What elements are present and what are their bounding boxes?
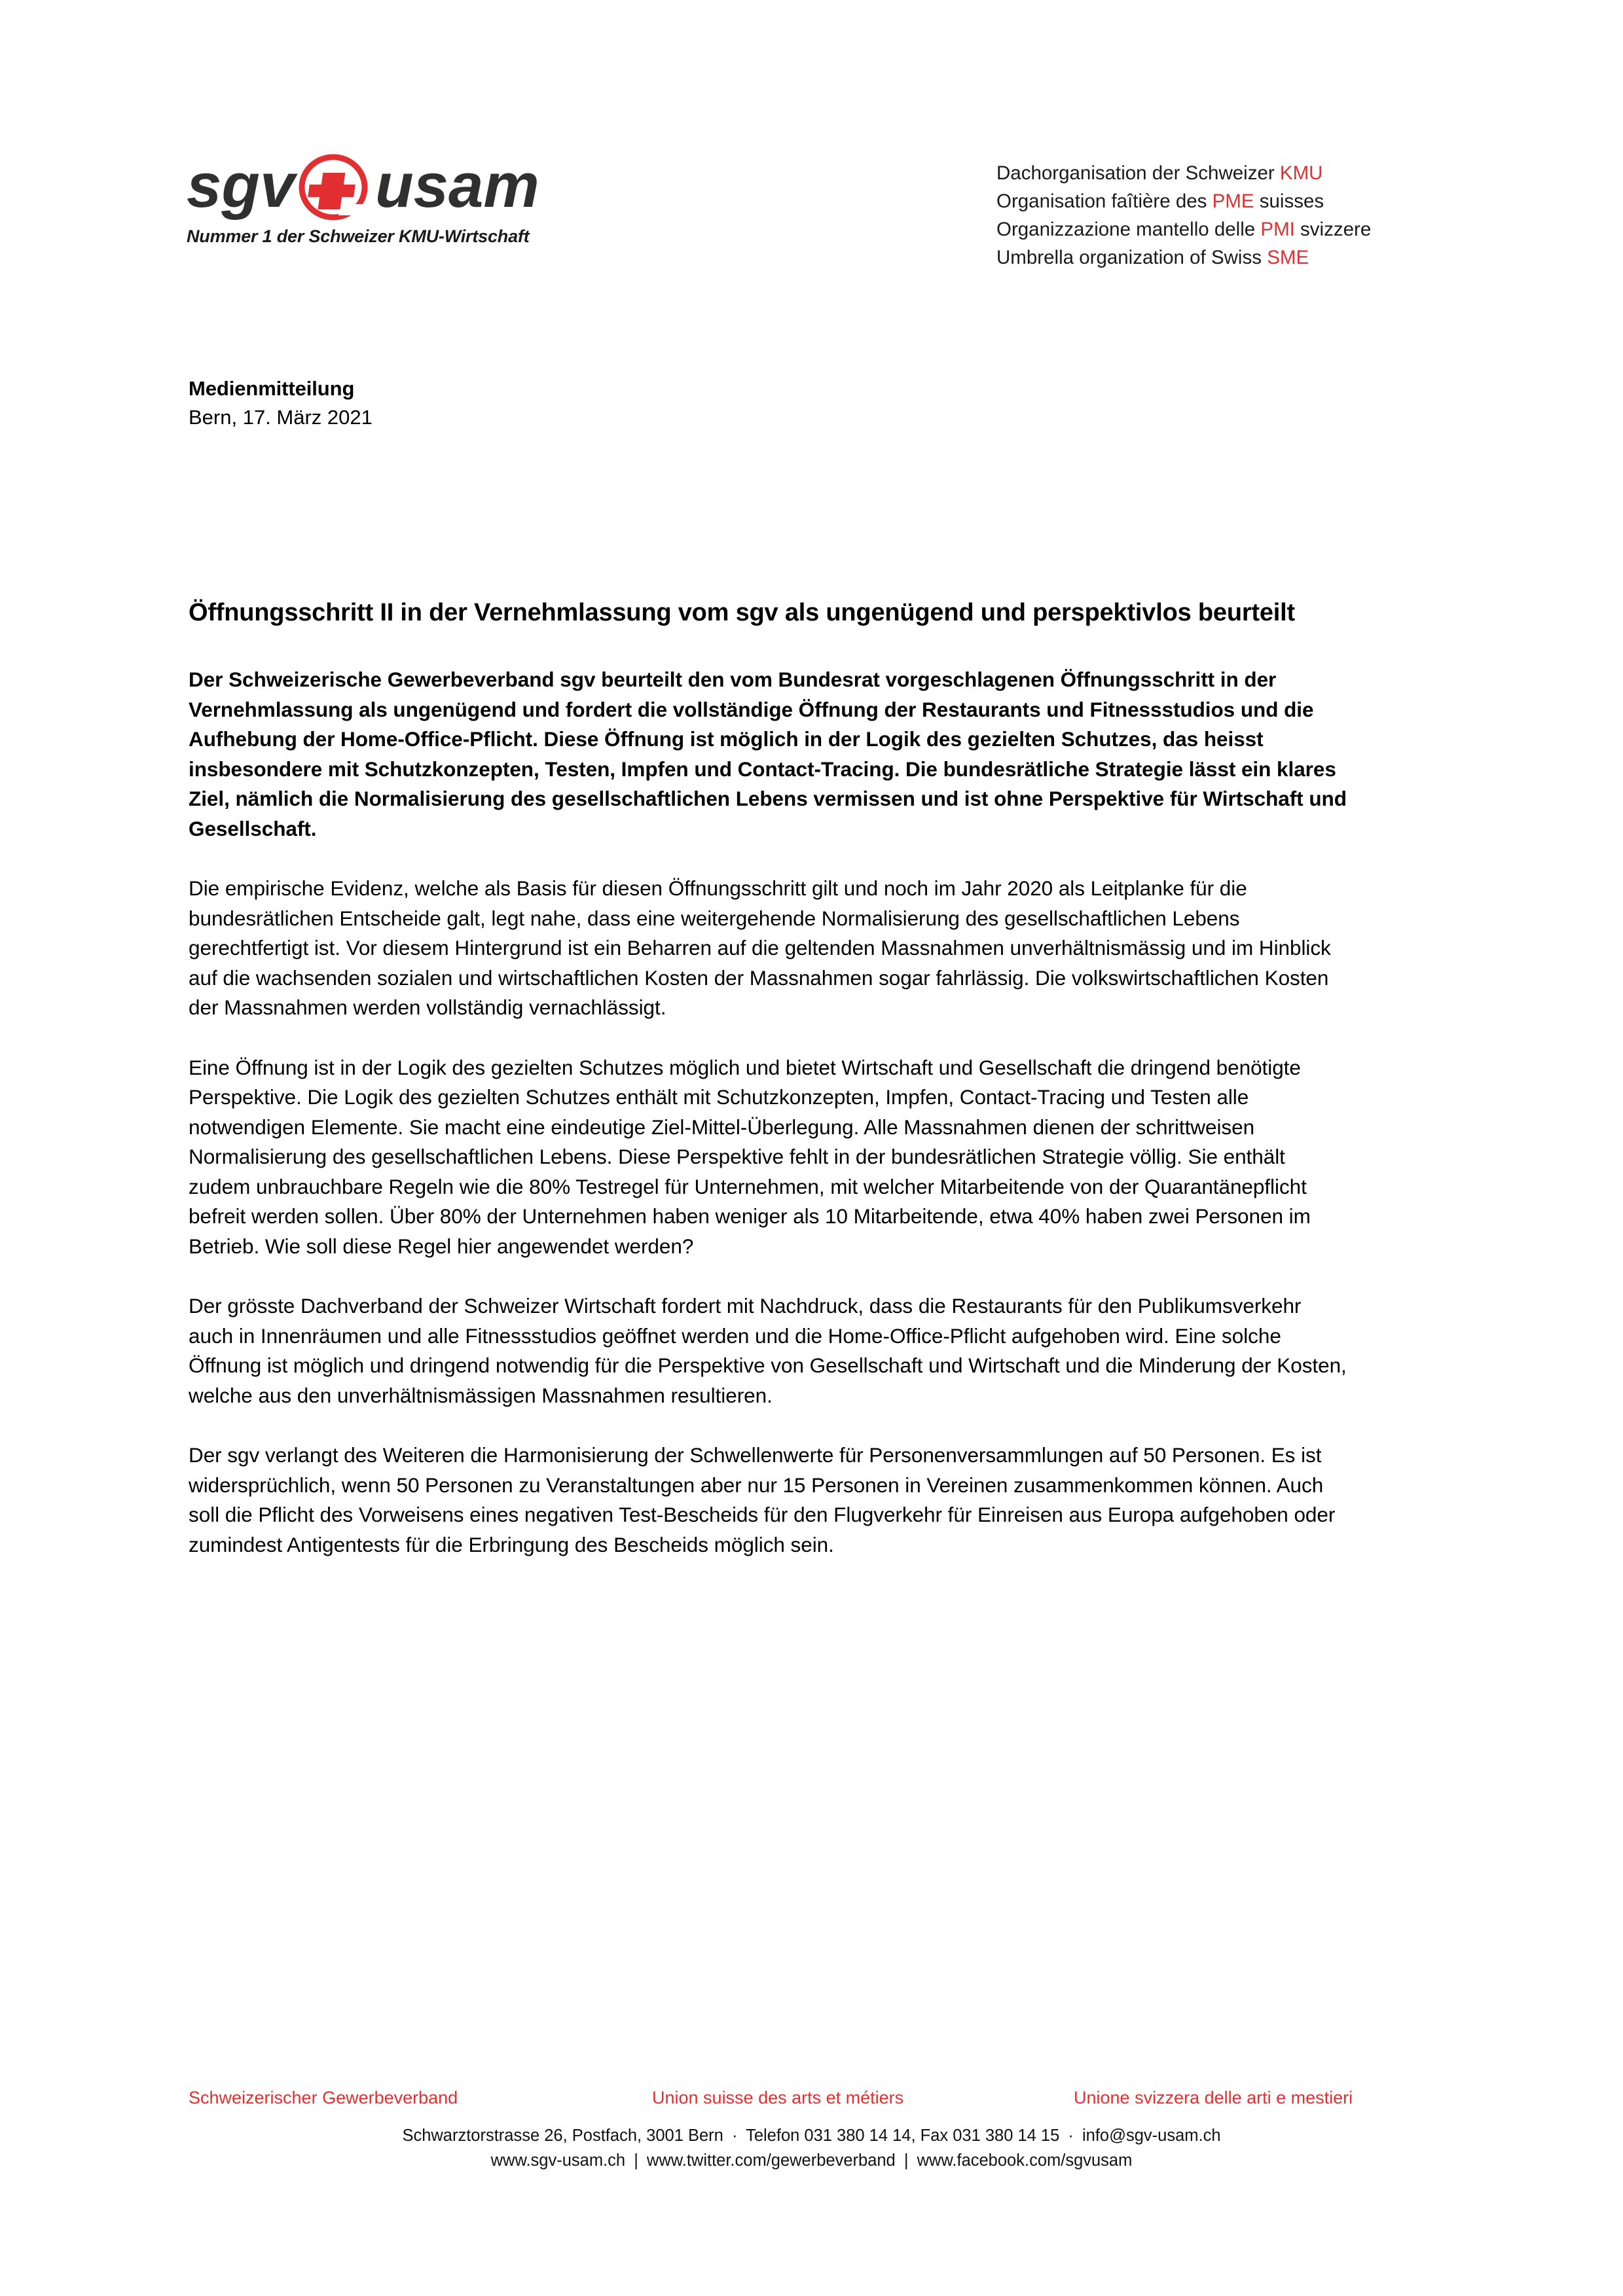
footer-website[interactable]: www.sgv-usam.ch — [490, 2151, 626, 2170]
lang-it-suffix: svizzere — [1294, 219, 1372, 240]
logo-tagline: Nummer 1 der Schweizer KMU-Wirtschaft — [187, 226, 530, 246]
logo-wordmark — [187, 151, 553, 224]
lang-fr-suffix: suisses — [1254, 190, 1324, 212]
place-and-date: Bern, 17. März 2021 — [189, 406, 373, 429]
footer-phone-fax: Telefon 031 380 14 14, Fax 031 380 14 15 — [746, 2126, 1060, 2145]
footer-contact-block — [0, 2123, 1623, 2173]
lang-de-accent: KMU — [1279, 162, 1323, 184]
header-language-it — [996, 215, 1371, 243]
lang-it-accent: PMI — [1260, 219, 1295, 240]
header-language-fr — [996, 187, 1371, 215]
lang-en-accent: SME — [1267, 247, 1309, 268]
footer-separator-dot: · — [731, 2126, 738, 2145]
lang-fr-prefix: Organisation faîtière des — [996, 190, 1213, 212]
page-footer — [0, 2088, 1623, 2173]
body-paragraph: Der grösste Dachverband der Schweizer Wirtschaft fordert mit Nachdruck, dass die Restaurants für den Publikumsverkehr auch in Innenräumen und alle Fitnessstudios geöffnet werden und die Home-Office-Pflicht aufgehoben wird. Eine solche Öffnung ist möglich und dringend notwendig für die Perspektive von Gesellschaft und Wirtschaft und die Minderung der Kosten, welche aus den unverhältnismässigen Massnahmen resultieren. — [189, 1294, 1347, 1407]
footer-email[interactable]: info@sgv-usam.ch — [1082, 2126, 1221, 2145]
footer-contact-line-1 — [0, 2123, 1623, 2148]
header-language-de — [996, 159, 1371, 187]
document-meta — [189, 374, 373, 432]
lang-de-prefix: Dachorganisation der Schweizer — [996, 162, 1280, 184]
footer-org-de: Schweizerischer Gewerbeverband — [189, 2088, 458, 2108]
footer-separator-dot: · — [1068, 2126, 1074, 2145]
footer-organization-names — [0, 2088, 1623, 2114]
logo-text-sgv: sgv — [187, 151, 295, 221]
body-paragraph: Die empirische Evidenz, welche als Basis für diesen Öffnungsschritt gilt und noch im Jahr 2020 als Leitplanke für die bundesrätlichen Entscheide galt, legt nahe, dass eine weitergehende Normalisierung des gesellschaftlichen Lebens gerechtfertigt ist. Vor diesem Hintergrund ist ein Beharren auf die geltenden Massnahmen unverhältnismässig und im Hinblick auf die wachsenden sozialen und wirtschaftlichen Kosten der Massnahmen sogar fahrlässig. Die volkswirtschaftlichen Kosten der Massnahmen werden vollständig vernachlässigt. — [189, 876, 1331, 1019]
footer-facebook[interactable]: www.facebook.com/sgvusam — [917, 2151, 1133, 2170]
lang-it-prefix: Organizzazione mantello delle — [996, 219, 1261, 240]
footer-org-fr: Union suisse des arts et métiers — [652, 2088, 904, 2108]
footer-contact-line-2 — [0, 2148, 1623, 2173]
lang-fr-accent: PME — [1212, 190, 1254, 212]
article-content — [189, 596, 1432, 1560]
page-header — [0, 0, 1623, 314]
footer-address: Schwarztorstrasse 26, Postfach, 3001 Bern — [402, 2126, 723, 2145]
body-paragraph: Eine Öffnung ist in der Logik des gezielten Schutzes möglich und bietet Wirtschaft und Gesellschaft die dringend benötigte Perspektive. Die Logik des gezielten Schutzes enthält mit Schutzkonzepten, Impfen, Contact-Tracing und Testen alle notwendigen Elemente. Sie macht eine eindeutige Ziel-Mittel-Überlegung. Alle Massnahmen dienen der schrittweisen Normalisierung des gesellschaftlichen Lebens. Diese Perspektive fehlt in der bundesrätlichen Strategie völlig. Sie enthält zudem unbrauchbare Regeln wie die 80% Testregel für Unternehmen, mit welcher Mitarbeitende von der Quarantänepflicht befreit werden sollen. Über 80% der Unternehmen haben weniger als 10 Mitarbeitende, etwa 40% haben zwei Personen im Betrieb. Wie soll diese Regel hier angewendet werden? — [189, 1055, 1311, 1258]
footer-twitter[interactable]: www.twitter.com/gewerbeverband — [646, 2151, 896, 2170]
page-title: Öffnungsschritt II in der Vernehmlassung vom sgv als ungenügend und perspektivlos beurteilt — [189, 599, 1295, 626]
body-paragraph: Der sgv verlangt des Weiteren die Harmonisierung der Schwellenwerte für Personenversammlungen auf 50 Personen. Es ist widersprüchlich, wenn 50 Personen zu Veranstaltungen aber nur 15 Personen in Vereinen zusammenkommen können. Auch soll die Pflicht des Vorweisens eines negativen Test-Bescheids für den Flugverkehr für Einreisen aus Europa aufgehoben oder zumindest Antigentests für die Erbringung des Bescheids möglich sein. — [189, 1443, 1336, 1556]
document-type: Medienmitteilung — [189, 377, 355, 400]
footer-org-it: Unione svizzera delle arti e mestieri — [1074, 2088, 1353, 2108]
lang-en-prefix: Umbrella organization of Swiss — [996, 247, 1267, 268]
header-language-list — [996, 159, 1371, 272]
swiss-cross-emblem — [302, 157, 369, 217]
footer-separator-pipe: | — [634, 2151, 638, 2170]
logo-svg — [187, 151, 553, 224]
sgv-usam-logo — [187, 151, 593, 247]
header-language-en — [996, 243, 1371, 272]
logo-text-usam: usam — [375, 151, 539, 221]
footer-separator-pipe: | — [903, 2151, 909, 2170]
lead-paragraph: Der Schweizerische Gewerbeverband sgv beurteilt den vom Bundesrat vorgeschlagenen Öffnungsschritt in der Vernehmlassung als ungenügend und fordert die vollständige Öffnung der Restaurants und Fitnessstudios und die Aufhebung der Home-Office-Pflicht. Diese Öffnung ist möglich in der Logik des gezielten Schutzes, das heisst insbesondere mit Schutzkonzepten, Testen, Impfen und Contact-Tracing. Die bundesrätliche Strategie lässt ein klares Ziel, nämlich die Normalisierung des gesellschaftlichen Lebens vermissen und ist ohne Perspektive für Wirtschaft und Gesellschaft. — [189, 668, 1347, 840]
